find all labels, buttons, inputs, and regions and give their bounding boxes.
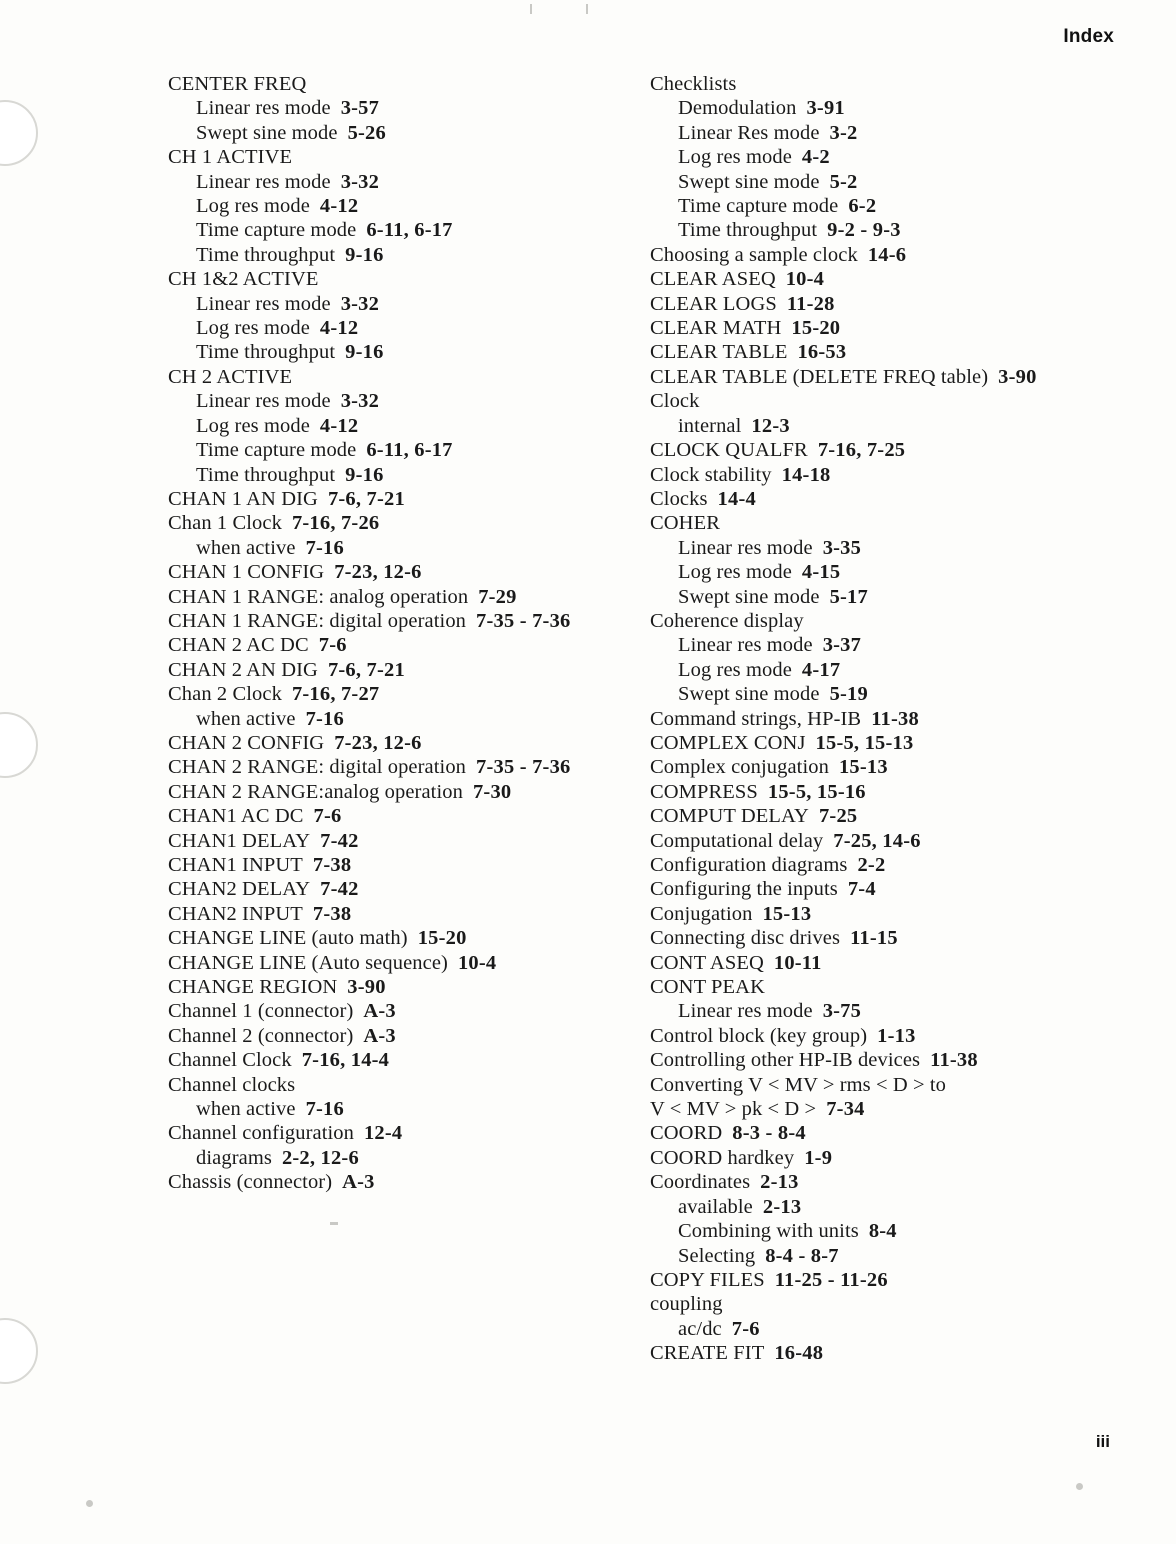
index-entry: [168, 1121, 568, 1145]
index-entry-label: Linear res mode: [678, 1000, 813, 1023]
index-entry-page-ref: 8-4: [868, 1220, 897, 1243]
index-entry-label: CLEAR ASEQ: [650, 268, 776, 291]
index-entry-page-ref: 11-38: [930, 1049, 978, 1072]
index-entry: [650, 389, 1048, 413]
index-entry-page-ref: 16-48: [774, 1342, 824, 1365]
index-entry-label: Checklists: [650, 73, 737, 95]
registration-mark: [586, 4, 588, 14]
index-entry: [168, 1170, 568, 1194]
index-entry-label: coupling: [650, 1293, 723, 1316]
index-entry: [168, 243, 568, 267]
index-entry-page-ref: 11-28: [786, 292, 835, 315]
index-entry: [168, 511, 568, 535]
index-entry: [168, 975, 568, 999]
index-entry: [168, 194, 568, 218]
index-entry: [650, 999, 1048, 1023]
index-entry-page-ref: 4-12: [319, 195, 359, 218]
index-entry: [168, 536, 568, 560]
index-entry-page-ref: 7-38: [312, 854, 352, 876]
index-entry: [168, 755, 571, 779]
index-entry-label: available: [678, 1195, 753, 1218]
index-entry-label: CENTER FREQ: [168, 73, 307, 95]
index-entry-label: diagrams: [196, 1146, 272, 1169]
index-entry: [168, 951, 568, 975]
index-entry-page-ref: 3-75: [822, 1000, 862, 1023]
index-entry-label: CHAN 2 CONFIG: [168, 731, 325, 754]
index-entry: [168, 853, 568, 877]
index-entry-label: Clock stability: [650, 463, 772, 486]
index-entry-page-ref: 12-3: [751, 414, 790, 437]
index-entry-label: CONT ASEQ: [650, 951, 764, 974]
index-entry-label: Control block (key group): [650, 1024, 868, 1047]
index-entry-label: Time throughput: [196, 243, 336, 266]
index-entry-label: CHAN 1 RANGE: analog operation: [168, 585, 469, 608]
index-entry: [650, 1268, 1048, 1292]
index-entry-label: Coordinates: [650, 1171, 751, 1194]
index-entry-label: Complex conjugation: [650, 756, 829, 779]
index-entry: [650, 1073, 1048, 1097]
index-entry-page-ref: 7-35 - 7-36: [476, 609, 571, 632]
index-entry: [650, 560, 1048, 584]
index-entry-page-ref: 5-17: [829, 585, 868, 608]
index-entry-page-ref: 2-13: [762, 1195, 802, 1218]
index-entry-label: Linear res mode: [196, 97, 331, 120]
index-entry-label: CHANGE LINE (auto math): [168, 927, 408, 950]
index-entry-label: Choosing a sample clock: [650, 243, 858, 266]
index-entry-page-ref: 10-11: [773, 951, 822, 974]
index-entry: [168, 170, 568, 194]
index-entry-label: CH 2 ACTIVE: [168, 365, 293, 388]
index-entry-label: Linear res mode: [196, 390, 331, 413]
index-entry-page-ref: 7-16: [305, 536, 344, 559]
index-entry-page-ref: 15-13: [838, 756, 888, 779]
index-entry-page-ref: 7-35 - 7-36: [476, 756, 571, 779]
index-entry-page-ref: 14-18: [781, 463, 831, 486]
index-entry-page-ref: 1-13: [877, 1024, 916, 1047]
index-entry-label: CHANGE REGION: [168, 976, 338, 999]
index-entry-page-ref: 3-35: [822, 536, 862, 559]
index-entry: [168, 707, 568, 731]
index-entry-label: COHER: [650, 512, 720, 535]
index-entry: [168, 585, 568, 609]
index-entry-page-ref: 7-23, 12-6: [334, 561, 422, 584]
index-entry-label: Time capture mode: [196, 439, 357, 462]
index-entry-page-ref: 7-30: [472, 780, 512, 803]
index-column-right: [650, 72, 1048, 1366]
index-entry: [650, 292, 1048, 316]
index-entry-label: CHAN 2 RANGE: digital operation: [168, 756, 467, 779]
index-entry-page-ref: 15-13: [762, 902, 812, 925]
index-entry-page-ref: 5-26: [347, 121, 386, 144]
index-entry-page-ref: 14-4: [717, 487, 756, 510]
index-entry-label: Connecting disc drives: [650, 927, 841, 950]
index-columns: [168, 72, 1048, 1366]
index-entry-label: Chan 2 Clock: [168, 683, 282, 706]
index-entry-label: CHAN2 INPUT: [168, 902, 303, 925]
index-entry-page-ref: 11-38: [871, 707, 919, 730]
index-entry-label: when active: [196, 707, 296, 730]
index-entry-label: CHAN 1 AN DIG: [168, 487, 318, 510]
index-entry-label: Channel 2 (connector): [168, 1024, 354, 1047]
index-entry-label: CLEAR TABLE (DELETE FREQ table): [650, 365, 989, 388]
index-entry-label: Time throughput: [196, 463, 336, 486]
index-entry: [168, 72, 568, 96]
index-entry-page-ref: A-3: [363, 1000, 396, 1023]
index-entry-label: COORD hardkey: [650, 1146, 795, 1169]
index-entry-page-ref: 4-17: [801, 658, 841, 681]
index-entry: [168, 292, 568, 316]
index-entry: [168, 633, 568, 657]
index-entry-label: Combining with units: [678, 1220, 859, 1243]
index-entry-label: Swept sine mode: [678, 170, 820, 193]
index-entry-page-ref: 7-29: [478, 585, 517, 608]
index-entry: [168, 609, 571, 633]
index-entry-page-ref: 4-15: [801, 561, 841, 584]
index-entry-page-ref: 4-12: [319, 317, 359, 340]
index-entry-page-ref: 7-16: [305, 1098, 344, 1121]
index-entry-label: Time throughput: [196, 341, 336, 364]
index-entry: [650, 145, 1048, 169]
index-entry-page-ref: 2-2: [857, 854, 886, 876]
index-entry-page-ref: 16-53: [797, 341, 847, 364]
index-entry-label: Log res mode: [196, 317, 310, 340]
index-entry-label: Clocks: [650, 487, 708, 510]
index-entry-page-ref: 3-57: [340, 97, 380, 120]
index-entry: [168, 145, 568, 169]
index-entry-page-ref: A-3: [342, 1171, 375, 1194]
index-entry-page-ref: 3-90: [347, 976, 386, 999]
index-entry-page-ref: 10-4: [785, 268, 825, 291]
index-entry-label: when active: [196, 1098, 296, 1121]
index-entry: [650, 951, 1048, 975]
index-entry-page-ref: 7-6, 7-21: [327, 658, 405, 681]
index-entry-label: Channel configuration: [168, 1122, 354, 1145]
index-entry-label: Log res mode: [678, 146, 792, 169]
index-entry: [650, 853, 1048, 877]
index-entry: [168, 463, 568, 487]
index-entry-label: CHAN 1 RANGE: digital operation: [168, 609, 467, 632]
index-entry-page-ref: 5-2: [829, 170, 858, 193]
index-entry-page-ref: 3-37: [822, 634, 862, 657]
index-entry-label: Linear res mode: [678, 536, 813, 559]
index-entry-label: COMPRESS: [650, 780, 758, 803]
index-entry-page-ref: 7-6, 7-21: [327, 487, 405, 510]
index-entry-page-ref: 9-16: [345, 243, 384, 266]
index-entry-label: Swept sine mode: [678, 683, 820, 706]
index-entry: [650, 682, 1048, 706]
index-entry-page-ref: 4-2: [801, 146, 830, 169]
index-entry: [168, 121, 568, 145]
index-entry-label: CHAN1 INPUT: [168, 854, 303, 876]
index-entry-page-ref: 10-4: [457, 951, 497, 974]
index-entry-page-ref: 7-16, 7-26: [291, 512, 380, 535]
index-entry: [650, 975, 1048, 999]
index-entry-page-ref: 3-2: [829, 121, 858, 144]
index-entry: [650, 121, 1048, 145]
index-entry-label: CLEAR MATH: [650, 317, 782, 340]
index-entry: [650, 658, 1048, 682]
index-entry-label: CHAN 2 RANGE:analog operation: [168, 780, 463, 803]
index-entry: [168, 780, 568, 804]
index-entry-label: CHAN2 DELAY: [168, 878, 311, 901]
index-entry: [168, 658, 568, 682]
index-entry: [168, 1024, 568, 1048]
index-entry: [168, 267, 568, 291]
registration-mark: [530, 4, 532, 14]
index-entry-page-ref: 3-32: [340, 390, 380, 413]
index-entry-label: Controlling other HP-IB devices: [650, 1049, 921, 1072]
index-entry-label: COMPUT DELAY: [650, 805, 809, 828]
index-entry: [650, 414, 1048, 438]
punch-hole: [0, 100, 38, 166]
index-entry: [650, 1024, 1048, 1048]
index-entry: [168, 1097, 568, 1121]
index-entry-page-ref: 7-38: [312, 902, 352, 925]
index-entry: [650, 1170, 1048, 1194]
index-entry: [168, 682, 568, 706]
index-entry-page-ref: 7-16, 14-4: [301, 1049, 390, 1072]
index-entry: [650, 1146, 1048, 1170]
index-entry: [650, 1195, 1048, 1219]
index-entry-label: CONT PEAK: [650, 976, 765, 999]
index-entry: [650, 731, 1048, 755]
index-entry: [168, 414, 568, 438]
index-entry-label: Time capture mode: [678, 195, 839, 218]
index-entry: [650, 194, 1048, 218]
index-entry-page-ref: 15-5, 15-13: [815, 731, 914, 754]
index-entry-label: Converting V < MV > rms < D > to: [650, 1073, 947, 1096]
index-entry: [650, 340, 1048, 364]
index-entry-label: CH 1&2 ACTIVE: [168, 268, 319, 291]
index-entry-page-ref: 7-16: [305, 707, 344, 730]
index-entry: [650, 877, 1048, 901]
index-entry-label: Configuration diagrams: [650, 854, 848, 876]
index-entry-page-ref: 9-16: [345, 463, 384, 486]
index-entry-page-ref: 3-32: [340, 292, 380, 315]
index-entry: [168, 1073, 568, 1097]
index-entry-page-ref: 7-25, 14-6: [833, 829, 921, 852]
registration-mark: [1076, 1483, 1083, 1490]
index-entry-label: internal: [678, 414, 742, 437]
index-entry: [168, 731, 568, 755]
index-entry-label: CREATE FIT: [650, 1342, 765, 1365]
index-entry-label: CHAN1 AC DC: [168, 805, 304, 828]
index-entry-label: Chan 1 Clock: [168, 512, 282, 535]
index-entry-page-ref: 11-15: [850, 927, 898, 950]
index-entry-page-ref: 9-2 - 9-3: [827, 219, 901, 242]
index-entry: [168, 487, 568, 511]
index-entry-label: Time throughput: [678, 219, 818, 242]
index-entry-label: COMPLEX CONJ: [650, 731, 806, 754]
index-entry-label: Swept sine mode: [196, 121, 338, 144]
index-entry: [650, 463, 1048, 487]
index-entry: [650, 755, 1048, 779]
index-entry-page-ref: A-3: [363, 1024, 396, 1047]
index-entry-label: CLEAR TABLE: [650, 341, 788, 364]
index-entry: [650, 609, 1048, 633]
index-entry-page-ref: 2-2, 12-6: [281, 1146, 359, 1169]
index-entry: [168, 999, 568, 1023]
index-entry: [650, 365, 1048, 389]
index-entry: [650, 316, 1048, 340]
index-entry: [650, 487, 1048, 511]
index-entry-page-ref: 1-9: [804, 1146, 833, 1169]
registration-mark: [86, 1500, 93, 1507]
index-entry-label: Conjugation: [650, 902, 753, 925]
index-entry-page-ref: 2-13: [760, 1171, 799, 1194]
index-entry-label: COPY FILES: [650, 1268, 765, 1291]
index-entry: [168, 218, 568, 242]
index-entry-page-ref: 8-3 - 8-4: [732, 1122, 806, 1145]
index-entry-label: Log res mode: [678, 561, 792, 584]
index-entry: [650, 1048, 1048, 1072]
index-entry: [168, 926, 568, 950]
index-entry: [650, 926, 1048, 950]
index-entry-label: Log res mode: [678, 658, 792, 681]
index-entry-page-ref: 7-23, 12-6: [334, 731, 422, 754]
index-entry-label: CLOCK QUALFR: [650, 439, 808, 462]
index-entry: [650, 72, 1048, 96]
index-entry-page-ref: 8-4 - 8-7: [765, 1244, 839, 1267]
index-entry-label: Computational delay: [650, 829, 824, 852]
index-entry: [650, 633, 1048, 657]
index-entry: [650, 1219, 1048, 1243]
index-entry: [168, 340, 568, 364]
index-entry: [650, 829, 1048, 853]
index-entry-page-ref: 15-20: [791, 317, 841, 340]
index-entry-page-ref: 12-4: [363, 1122, 403, 1145]
punch-hole: [0, 1318, 38, 1384]
index-entry-label: Channel Clock: [168, 1049, 292, 1072]
index-entry-label: COORD: [650, 1122, 723, 1145]
index-entry-label: Linear res mode: [196, 292, 331, 315]
index-entry-label: Log res mode: [196, 414, 310, 437]
index-entry: [650, 780, 1048, 804]
index-entry: [650, 1341, 1048, 1365]
index-entry-page-ref: 11-25 - 11-26: [774, 1268, 888, 1291]
index-entry-page-ref: 7-16, 7-27: [291, 683, 380, 706]
index-entry-label: CH 1 ACTIVE: [168, 146, 293, 169]
index-entry: [650, 902, 1048, 926]
index-entry: [168, 560, 568, 584]
index-entry-label: Linear res mode: [196, 170, 331, 193]
index-entry: [650, 1121, 1048, 1145]
index-entry-label: ac/dc: [678, 1317, 722, 1340]
index-entry: [168, 829, 568, 853]
index-entry: [650, 1097, 1048, 1121]
index-entry: [168, 1048, 568, 1072]
index-entry-page-ref: 5-19: [829, 683, 868, 706]
index-entry-label: Selecting: [678, 1244, 756, 1267]
index-entry: [650, 96, 1048, 120]
index-entry-page-ref: 3-90: [998, 365, 1037, 388]
index-entry-label: CHAN 2 AC DC: [168, 634, 309, 657]
index-entry: [650, 1244, 1048, 1268]
index-entry: [168, 96, 568, 120]
index-entry-page-ref: 7-42: [320, 829, 359, 852]
index-entry: [168, 365, 568, 389]
index-entry: [650, 707, 1048, 731]
index-entry-label: Log res mode: [196, 195, 310, 218]
index-entry-page-ref: 15-5, 15-16: [767, 780, 866, 803]
index-entry-label: Chassis (connector): [168, 1171, 333, 1194]
index-entry-page-ref: 7-42: [320, 878, 359, 901]
index-entry-label: Channel 1 (connector): [168, 1000, 354, 1023]
page-number: iii: [1095, 1432, 1110, 1451]
index-entry-page-ref: 7-6: [313, 805, 342, 828]
punch-hole: [0, 712, 38, 778]
index-entry-label: Swept sine mode: [678, 585, 820, 608]
index-entry-page-ref: 3-91: [806, 97, 845, 120]
index-entry-label: Demodulation: [678, 97, 797, 120]
index-entry-label: CHAN 1 CONFIG: [168, 561, 325, 584]
index-entry-label: Command strings, HP-IB: [650, 707, 862, 730]
index-entry-label: CLEAR LOGS: [650, 292, 777, 315]
index-entry: [650, 511, 1048, 535]
index-entry-label: Linear res mode: [678, 634, 813, 657]
index-entry-page-ref: 6-11, 6-17: [366, 219, 453, 242]
index-entry-label: Linear Res mode: [678, 121, 820, 144]
index-entry-page-ref: 7-16, 7-25: [817, 439, 906, 462]
index-entry: [168, 804, 568, 828]
index-entry: [650, 438, 1048, 462]
index-entry: [650, 1317, 1048, 1341]
index-entry: [650, 243, 1048, 267]
index-entry-label: Time capture mode: [196, 219, 357, 242]
index-entry-page-ref: 7-6: [731, 1317, 760, 1340]
index-entry: [650, 170, 1048, 194]
index-entry-page-ref: 7-6: [318, 634, 347, 657]
index-entry-page-ref: 6-11, 6-17: [366, 439, 453, 462]
index-entry-page-ref: 9-16: [345, 341, 384, 364]
index-entry-label: Coherence display: [650, 609, 804, 632]
index-entry: [168, 877, 568, 901]
index-entry: [168, 902, 568, 926]
index-entry-label: Configuring the inputs: [650, 878, 838, 901]
index-entry-page-ref: 14-6: [867, 243, 907, 266]
index-entry-page-ref: 7-4: [847, 878, 876, 901]
index-entry: [650, 1292, 1048, 1316]
index-entry: [168, 389, 568, 413]
index-entry-label: CHAN1 DELAY: [168, 829, 311, 852]
index-entry-page-ref: 7-25: [818, 805, 858, 828]
index-entry: [650, 218, 1048, 242]
index-entry: [650, 804, 1048, 828]
index-entry-label: Clock: [650, 390, 700, 413]
index-entry-page-ref: 15-20: [417, 927, 467, 950]
index-entry: [168, 316, 568, 340]
index-entry-page-ref: 6-2: [848, 195, 877, 218]
index-entry-page-ref: 7-34: [826, 1098, 865, 1121]
index-entry: [650, 585, 1048, 609]
index-entry: [650, 267, 1048, 291]
page-header-title: Index: [1063, 26, 1114, 47]
index-entry: [168, 1146, 568, 1170]
index-entry-page-ref: 4-12: [319, 414, 359, 437]
index-entry-label: when active: [196, 536, 296, 559]
index-entry: [650, 536, 1048, 560]
index-column-left: [168, 72, 571, 1366]
index-entry-page-ref: 3-32: [340, 170, 380, 193]
index-entry-label: CHANGE LINE (Auto sequence): [168, 951, 448, 974]
index-entry-label: CHAN 2 AN DIG: [168, 658, 318, 681]
index-entry: [168, 438, 568, 462]
index-entry-label: Channel clocks: [168, 1073, 296, 1096]
index-entry-label: V < MV > pk < D >: [650, 1098, 817, 1121]
